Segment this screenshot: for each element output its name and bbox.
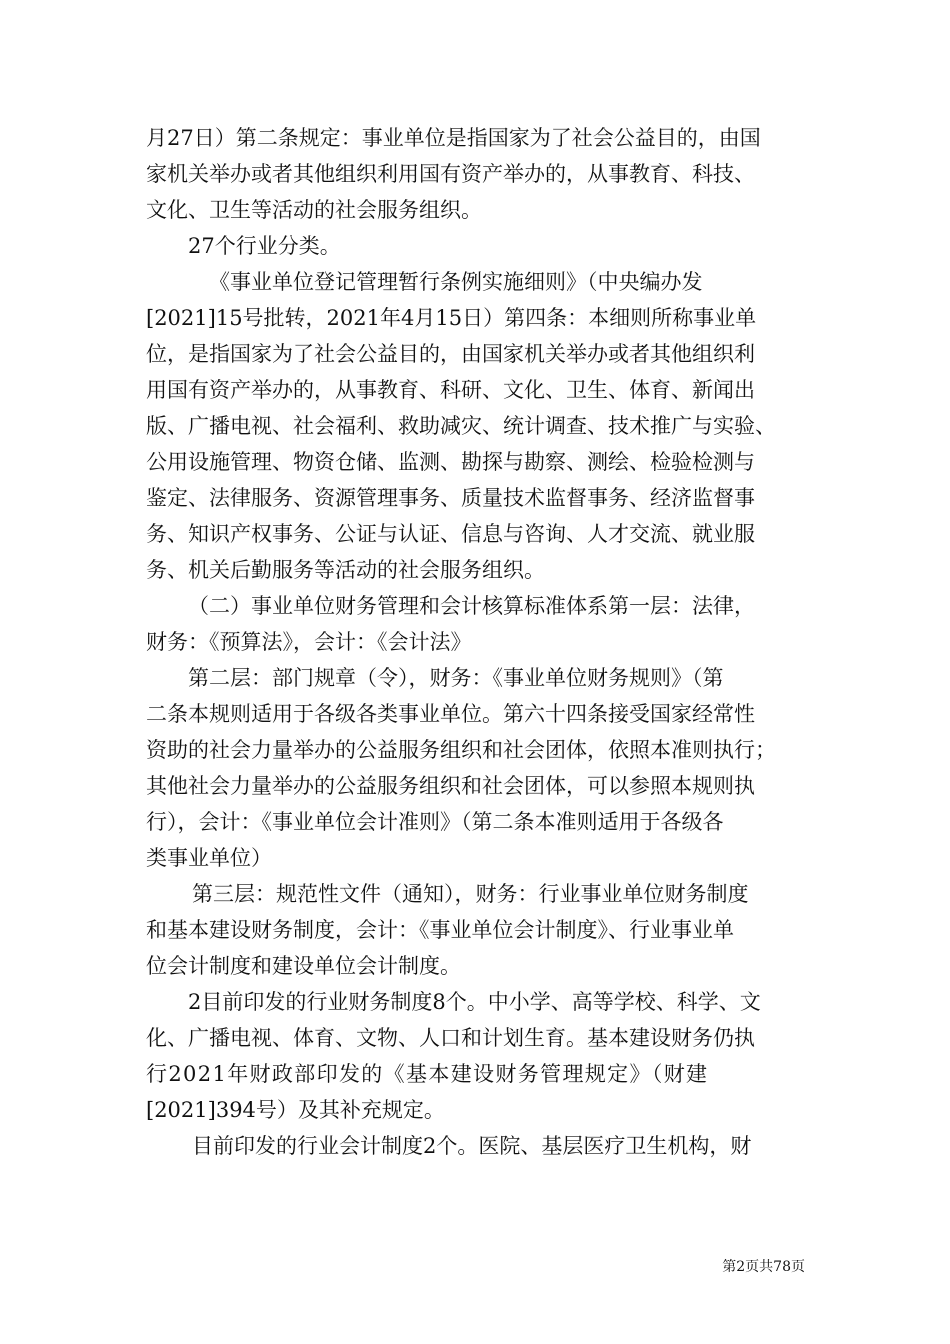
text-line: 月27日）第二条规定：事业单位是指国家为了社会公益目的，由国 (146, 126, 761, 150)
text-line: [2021]15号批转，2021年4月15日）第四条：本细则所称事业单 (146, 306, 757, 330)
text-line: 财务：《预算法》，会计：《会计法》 (146, 630, 472, 654)
text-line: 位，是指国家为了社会公益目的，由国家机关举办或者其他组织利 (146, 342, 755, 366)
text-line: 版、广播电视、社会福利、救助减灾、统计调查、技术推广与实验、 (146, 414, 776, 438)
text-line: 第三层：规范性文件（通知），财务：行业事业单位财务制度 (192, 882, 749, 906)
text-line: 行2021年财政部印发的《基本建设财务管理规定》（财建 (146, 1062, 709, 1086)
text-line: 公用设施管理、物资仓储、监测、勘探与勘察、测绘、检验检测与 (146, 450, 755, 474)
text-line: 和基本建设财务制度，会计：《事业单位会计制度》、行业事业单 (146, 918, 734, 942)
text-line: 第二层：部门规章（令），财务：《事业单位财务规则》（第 (188, 666, 724, 690)
text-line: 《事业单位登记管理暂行条例实施细则》（中央编办发 (209, 270, 703, 294)
text-line: 类事业单位） (146, 846, 272, 870)
text-line: （二）事业单位财务管理和会计核算标准体系第一层：法律， (188, 594, 755, 618)
text-line: 27个行业分类。 (188, 234, 341, 258)
text-line: 务、知识产权事务、公证与认证、信息与咨询、人才交流、就业服 (146, 522, 755, 546)
body-text (146, 120, 810, 1164)
text-line: 其他社会力量举办的公益服务组织和社会团体，可以参照本规则执 (146, 774, 755, 798)
text-line: 2目前印发的行业财务制度8个。中小学、高等学校、科学、文 (188, 990, 761, 1014)
text-line: 务、机关后勤服务等活动的社会服务组织。 (146, 558, 545, 582)
text-line: 位会计制度和建设单位会计制度。 (146, 954, 461, 978)
text-line: 家机关举办或者其他组织利用国有资产举办的，从事教育、科技、 (146, 162, 755, 186)
text-line: [2021]394号）及其补充规定。 (146, 1098, 445, 1122)
text-line: 二条本规则适用于各级各类事业单位。第六十四条接受国家经常性 (146, 702, 755, 726)
text-line: 用国有资产举办的，从事教育、科研、文化、卫生、体育、新闻出 (146, 378, 755, 402)
text-line: 目前印发的行业会计制度2个。医院、基层医疗卫生机构，财 (192, 1134, 752, 1158)
text-line: 鉴定、法律服务、资源管理事务、质量技术监督事务、经济监督事 (146, 486, 755, 510)
text-line: 化、广播电视、体育、文物、人口和计划生育。基本建设财务仍执 (146, 1026, 755, 1050)
text-line: 文化、卫生等活动的社会服务组织。 (146, 198, 482, 222)
page-number-footer: 第2页共78页 (722, 1259, 805, 1275)
text-line: 资助的社会力量举办的公益服务组织和社会团体，依照本准则执行； (146, 738, 776, 762)
text-line: 行），会计：《事业单位会计准则》（第二条本准则适用于各级各 (146, 810, 724, 834)
